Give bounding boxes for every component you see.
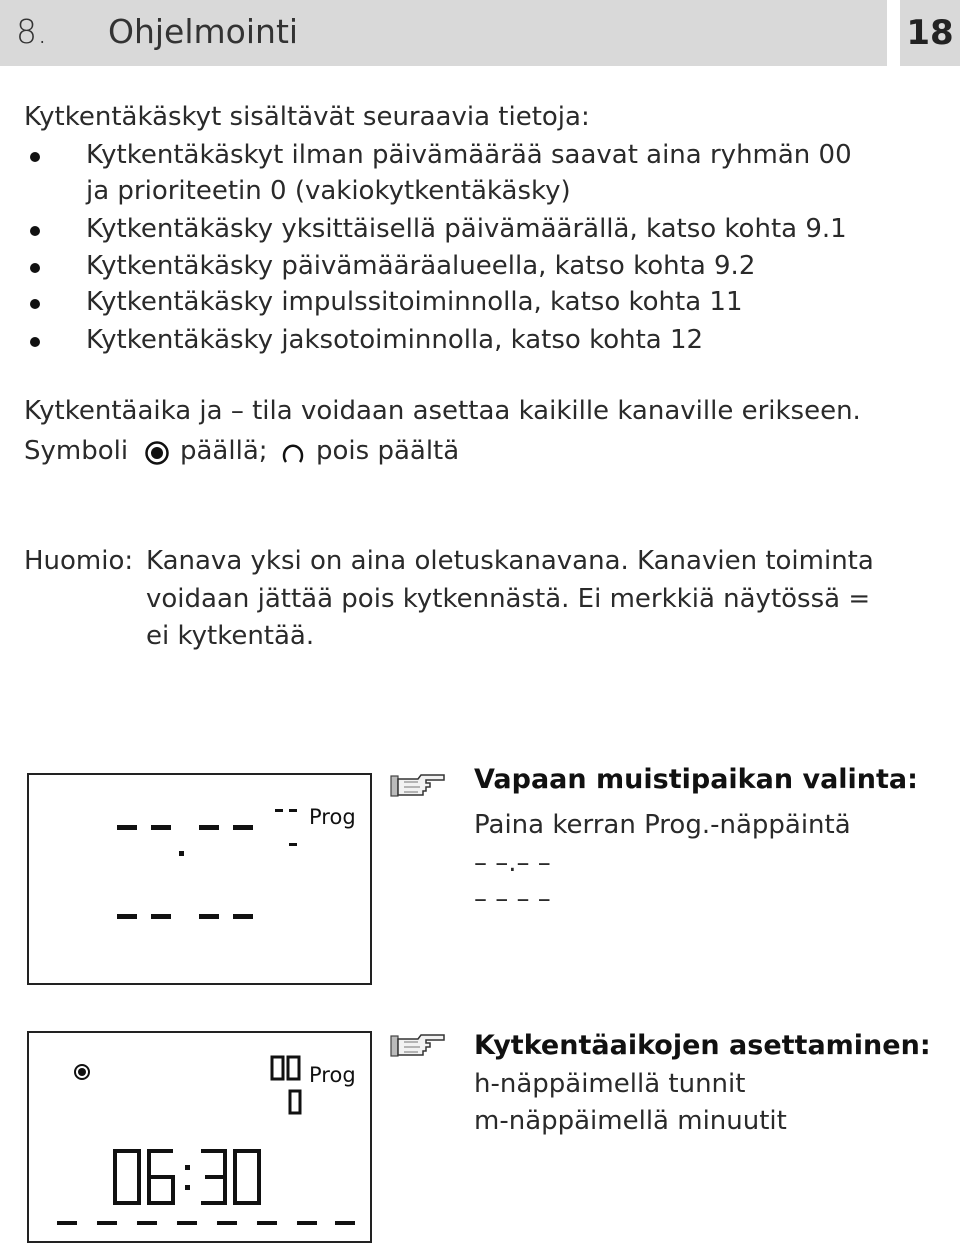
lcd-dash-segment bbox=[151, 914, 171, 919]
note-line: Kanava yksi on aina oletuskanavana. Kanavien toiminta bbox=[146, 546, 874, 576]
note-line: ei kytkentää. bbox=[146, 621, 315, 651]
lcd-dash-segment bbox=[257, 1221, 277, 1225]
lcd-dash-segment bbox=[217, 1221, 237, 1225]
step1-line: – –.– – bbox=[474, 848, 551, 878]
lcd-dash-segment bbox=[117, 914, 137, 919]
chapter-number: 8. bbox=[16, 12, 48, 51]
lcd-dash-segment bbox=[177, 1221, 197, 1225]
lcd-dash-segment bbox=[199, 914, 219, 919]
bullet-dot bbox=[30, 337, 40, 347]
lcd-display-time bbox=[27, 1031, 372, 1243]
bullet-item: Kytkentäkäsky impulssitoiminnolla, katso kohta 11 bbox=[86, 287, 743, 317]
filled-circle-icon bbox=[73, 1063, 91, 1081]
step2-line: h-näppäimellä tunnit bbox=[474, 1069, 746, 1099]
chapter-header bbox=[0, 0, 887, 66]
lcd-time-digits bbox=[109, 1147, 269, 1207]
lcd-dash-segment bbox=[151, 825, 171, 830]
lcd-dash-segment bbox=[137, 1221, 157, 1225]
lcd-dash-segment bbox=[97, 1221, 117, 1225]
bullet-item: Kytkentäkäsky yksittäisellä päivämäärällä, katso kohta 9.1 bbox=[86, 214, 847, 244]
lcd-dash-segment bbox=[335, 1221, 355, 1225]
step1-heading: Vapaan muistipaikan valinta: bbox=[474, 764, 918, 795]
chapter-title: Ohjelmointi bbox=[108, 12, 299, 51]
step1-line: Paina kerran Prog.-näppäintä bbox=[474, 810, 851, 840]
step1-line: – – – – bbox=[474, 884, 551, 914]
symbol-label: Symboli bbox=[24, 436, 129, 466]
step2-line: m-näppäimellä minuutit bbox=[474, 1106, 787, 1136]
bullet-item: Kytkentäkäsky jaksotoiminnolla, katso kohta 12 bbox=[86, 325, 704, 355]
lcd-decimal-point bbox=[179, 851, 184, 856]
filled-circle-icon bbox=[142, 440, 172, 466]
pointing-hand-icon bbox=[390, 1030, 446, 1060]
lcd-prog-label: Prog bbox=[309, 805, 356, 829]
bullet-dot bbox=[30, 226, 40, 236]
lcd-small-dash bbox=[275, 809, 283, 812]
lcd-priority-digit bbox=[287, 1089, 303, 1115]
lcd-display-empty bbox=[27, 773, 372, 985]
note-label: Huomio: bbox=[24, 546, 134, 576]
lcd-prog-label: Prog bbox=[309, 1063, 356, 1087]
note-line: voidaan jättää pois kytkennästä. Ei merkkiä näytössä = bbox=[146, 584, 871, 614]
lcd-dash-segment bbox=[57, 1221, 77, 1225]
lcd-small-dash bbox=[289, 843, 297, 846]
lcd-dash-segment bbox=[117, 825, 137, 830]
lcd-small-dash bbox=[289, 809, 297, 812]
bullet-item-continued: ja prioriteetin 0 (vakiokytkentäkäsky) bbox=[86, 176, 571, 206]
lcd-dash-segment bbox=[233, 914, 253, 919]
pointing-hand-icon bbox=[390, 770, 446, 800]
symbol-on-text: päällä; bbox=[180, 436, 268, 466]
lcd-dash-segment bbox=[297, 1221, 317, 1225]
step2-heading: Kytkentäaikojen asettaminen: bbox=[474, 1030, 931, 1061]
bullet-item: Kytkentäkäskyt ilman päivämäärää saavat aina ryhmän 00 bbox=[86, 140, 852, 170]
bullet-item: Kytkentäkäsky päivämääräalueella, katso kohta 9.2 bbox=[86, 251, 756, 281]
bullet-dot bbox=[30, 152, 40, 162]
lcd-dash-segment bbox=[233, 825, 253, 830]
lcd-group-digits bbox=[269, 1055, 303, 1081]
symbol-off-text: pois päältä bbox=[316, 436, 460, 466]
channel-text: Kytkentäaika ja – tila voidaan asettaa kaikille kanaville erikseen. bbox=[24, 396, 861, 426]
page-number: 18 bbox=[900, 0, 960, 66]
open-circle-icon bbox=[278, 440, 308, 466]
bullet-dot bbox=[30, 299, 40, 309]
lcd-dash-segment bbox=[199, 825, 219, 830]
bullet-dot bbox=[30, 263, 40, 273]
intro-text: Kytkentäkäskyt sisältävät seuraavia tietoja: bbox=[24, 102, 590, 132]
